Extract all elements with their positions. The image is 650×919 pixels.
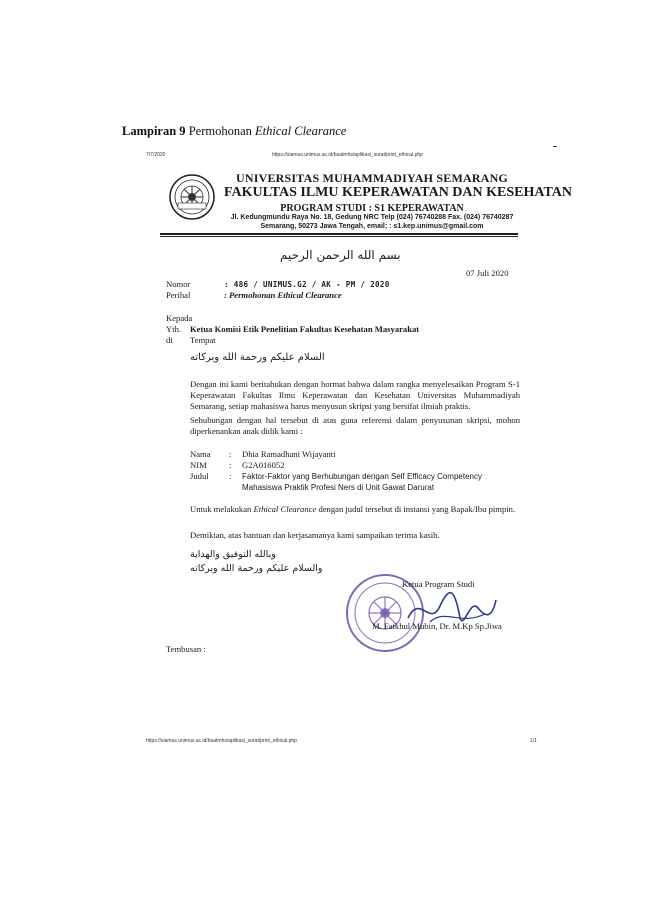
paragraph-3 — [190, 504, 520, 515]
di-label: di — [166, 335, 173, 345]
print-url-footer: https://siamus.unimus.ac.id/buatmhs/aplikasi_surat/print_ethical.php — [146, 738, 297, 744]
paragraph-1: Dengan ini kami beritahukan dengan hormat bahwa dalam rangka menyelesaikan Program S-1 Keperawatan Fakultas Ilmu Keperawatan dan Kesehatan Universitas Muhammadiyah Semarang, setiap mahasiswa harus menyusun skripsi yang bersifat ilmiah praktis. — [190, 379, 520, 411]
signer-title: Ketua Program Studi — [402, 579, 475, 589]
student-name: Dhia Ramadhani Wijayanti — [242, 449, 336, 459]
paragraph-4: Demikian, atas bantuan dan kerjasamanya kami sampaikan terima kasih. — [190, 530, 440, 540]
paragraph-3-end: dengan judul tersebut di instansi yang Bapak/Ibu pimpin. — [318, 504, 516, 514]
caption-label: Lampiran 9 — [122, 124, 186, 138]
recipient-place: Tempat — [190, 335, 216, 345]
perihal-label: Perihal — [166, 290, 191, 300]
signer-name: M. Fatkhul Mubin, Dr. M.Kp Sp.Jiwa — [372, 621, 502, 631]
letterhead-rule-thick — [160, 233, 518, 235]
caption-italic: Ethical Clearance — [255, 124, 347, 138]
bismillah: بسم الله الرحمن الرحيم — [280, 248, 401, 262]
colon: : — [229, 460, 232, 470]
student-name-label: Nama — [190, 449, 211, 459]
paragraph-3-start: Untuk melakukan — [190, 504, 252, 514]
closing-arabic-2: والسلام عليكم ورحمة الله وبركاته — [190, 563, 323, 574]
scan-speck — [553, 146, 557, 147]
yth-label: Yth. — [166, 324, 182, 334]
letter-date: 07 Juli 2020 — [466, 268, 509, 278]
research-title: Faktor-Faktor yang Berhubungan dengan Self Efficacy Competency Mahasiswa Praktik Profesi Ners di Unit Gawat Darurat — [242, 472, 482, 492]
closing-arabic-1: وبالله التوفيق والهداية — [190, 549, 276, 560]
student-nim-label: NIM — [190, 460, 207, 470]
paragraph-2: Sehubungan dengan hal tersebut di atas guna referensi dalam penyusunan skripsi, mohon diperkenankan anak didik kami : — [190, 415, 520, 436]
greeting-arabic: السلام عليكم ورحمة الله وبركاته — [190, 352, 325, 363]
print-url-header: https://siamus.unimus.ac.id/buatmhs/aplikasi_surat/print_ethical.php — [272, 152, 423, 158]
program-name: PROGRAM STUDI : S1 KEPERAWATAN — [280, 203, 464, 214]
recipient-name: Ketua Komisi Etik Penelitian Fakultas Kesehatan Masyarakat — [190, 324, 420, 334]
colon: : — [229, 471, 232, 481]
university-logo-icon — [168, 173, 216, 221]
nomor-value: : 486 / UNIMUS.G2 / AK - PM / 2020 — [224, 280, 390, 289]
paragraph-3-italic: Ethical Clearance — [253, 504, 317, 514]
colon: : — [229, 449, 232, 459]
tembusan-label: Tembusan : — [166, 644, 206, 654]
print-date: 7/7/2020 — [146, 152, 166, 158]
caption-text: Permohonan — [188, 124, 252, 138]
university-name: UNIVERSITAS MUHAMMADIYAH SEMARANG — [236, 171, 508, 185]
print-page-number: 1/1 — [530, 738, 537, 744]
student-title-label: Judul — [190, 471, 209, 481]
document-caption — [122, 124, 346, 139]
perihal-value: : Permohonan Ethical Clearance — [224, 290, 342, 300]
kepada-label: Kepada — [166, 313, 193, 323]
address-line-1: Jl. Kedungmundu Raya No. 18, Gedung NRC Telp (024) 76740288 Fax. (024) 76740287 — [230, 214, 514, 221]
nomor-label: Nomor — [166, 279, 191, 289]
address-line-2: Semarang, 50273 Jawa Tengah, email; : s1.kep.unimus@gmail.com — [260, 223, 484, 230]
letterhead-rule-thin — [160, 236, 518, 237]
faculty-name: FAKULTAS ILMU KEPERAWATAN DAN KESEHATAN — [224, 185, 572, 200]
student-nim: G2A016052 — [242, 460, 285, 470]
